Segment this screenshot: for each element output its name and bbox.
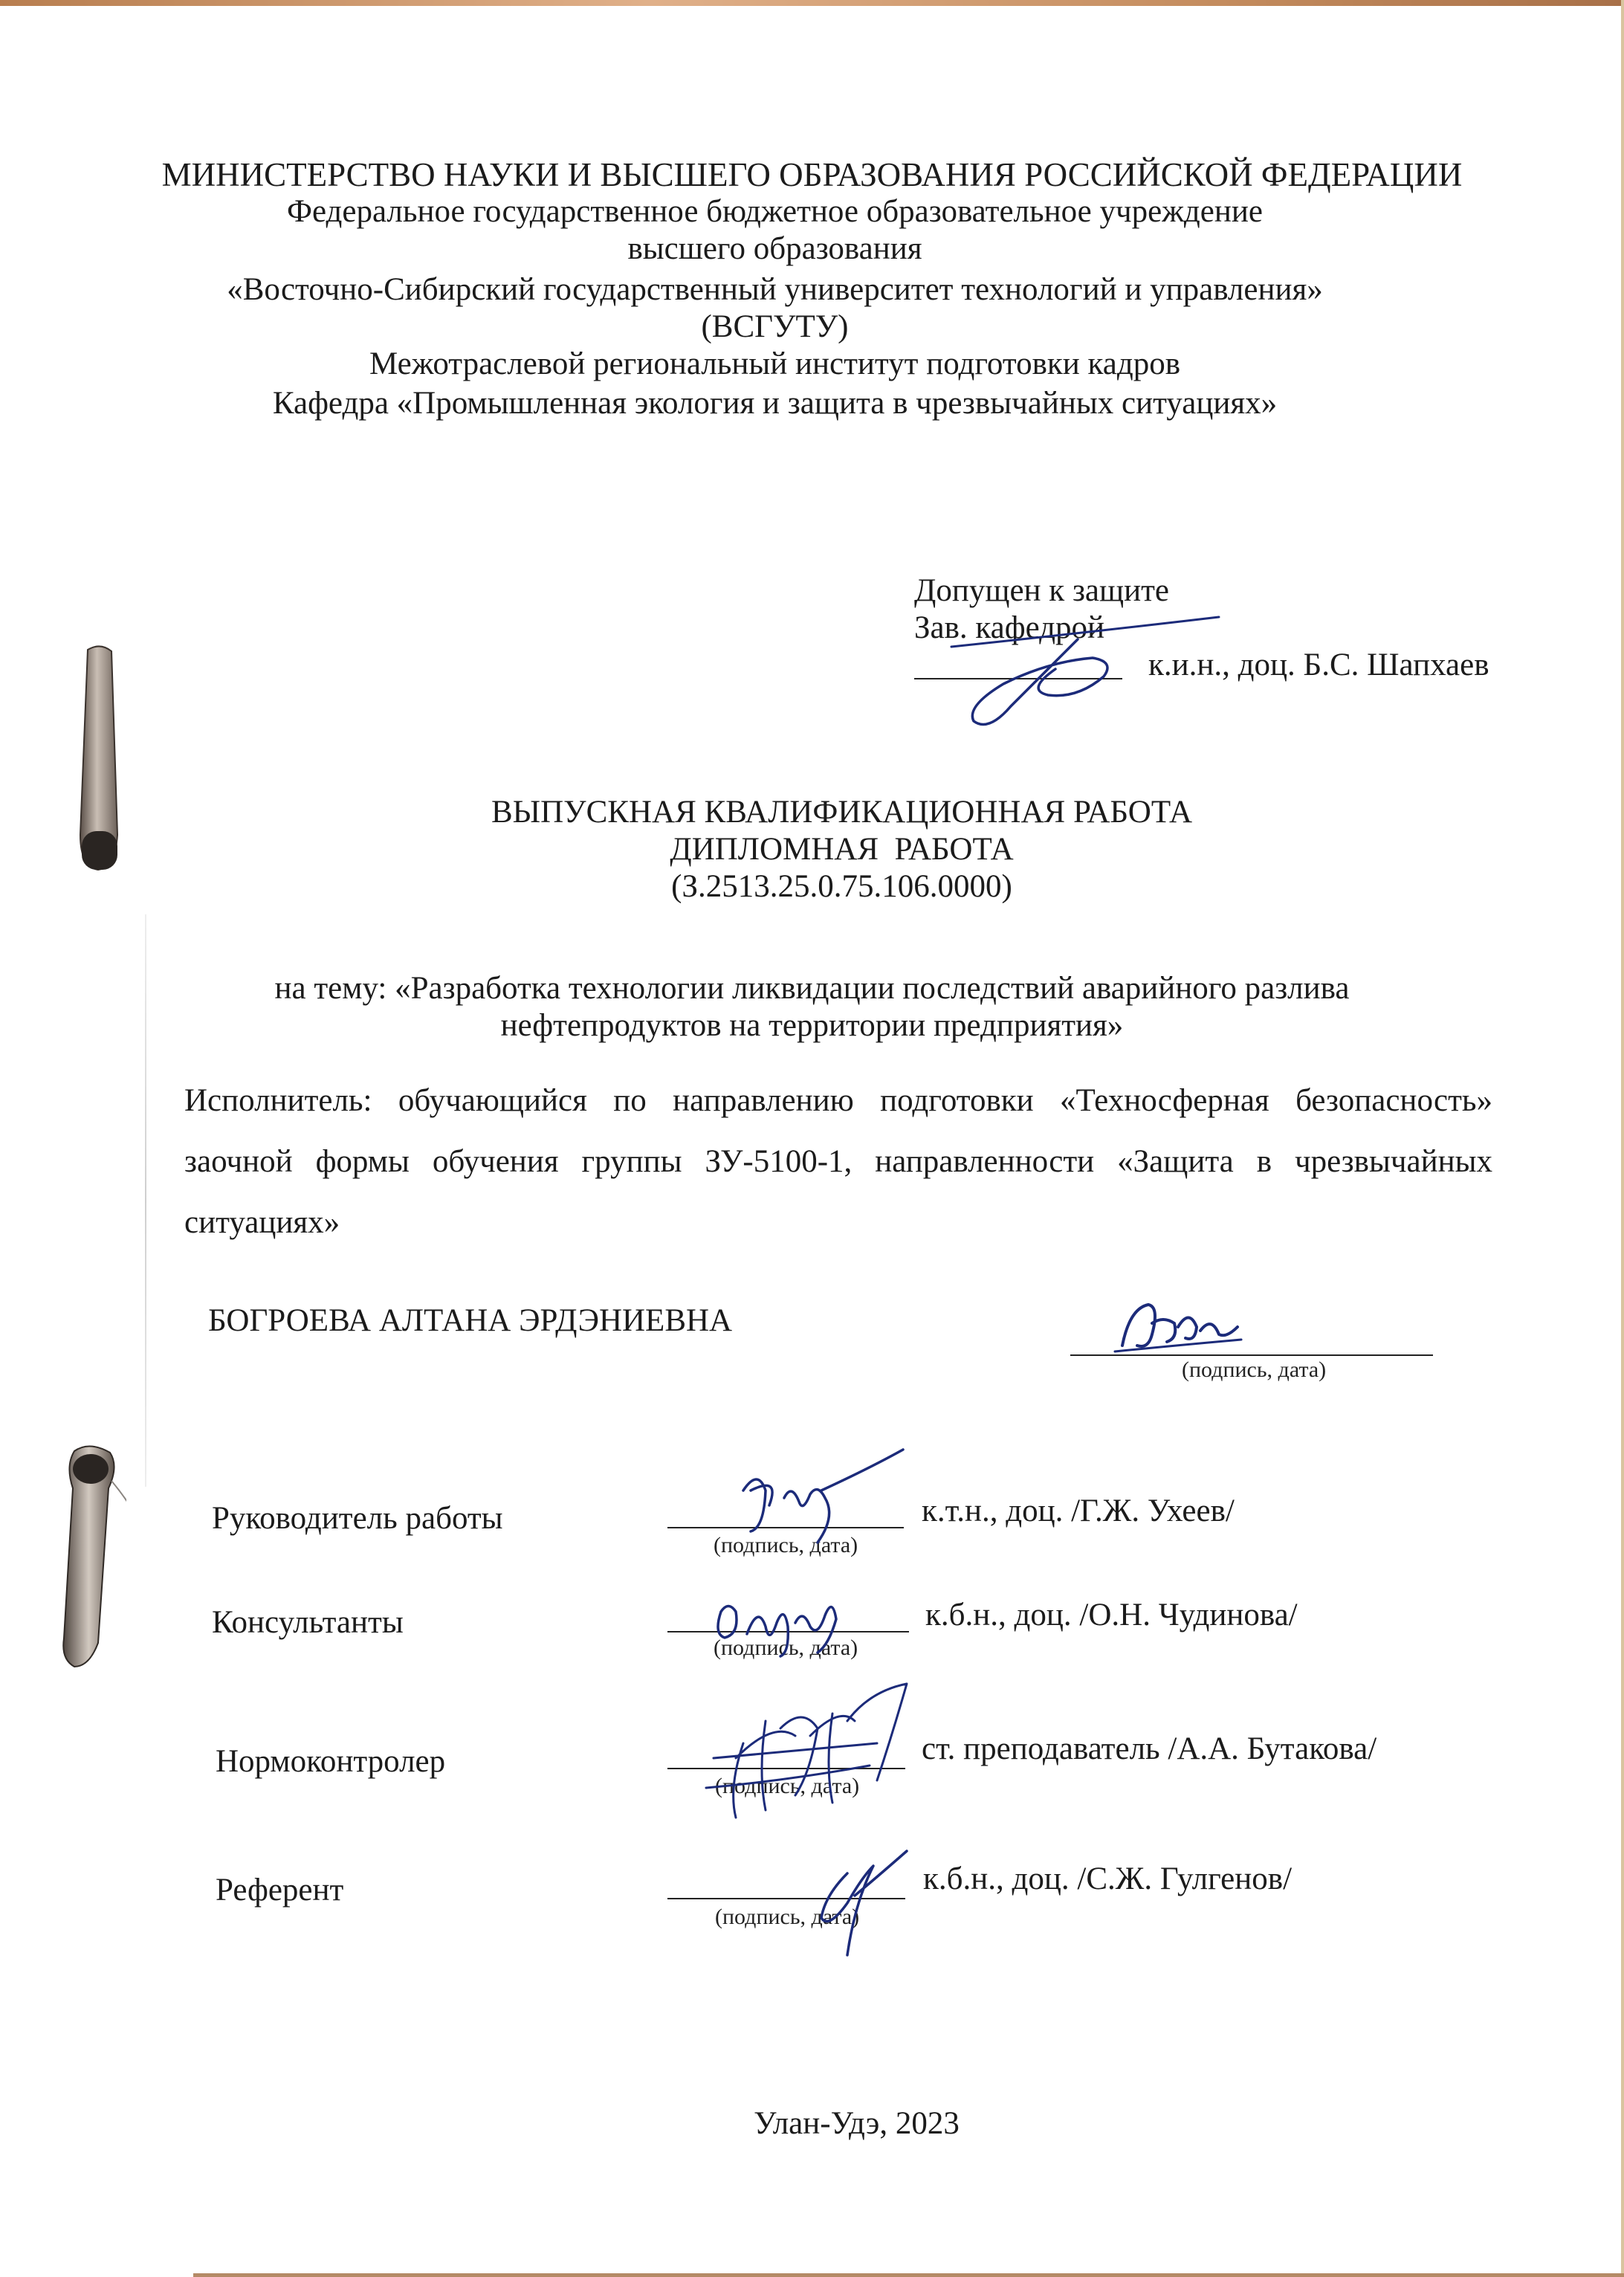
performer-description: Исполнитель: обучающийся по направлению подготовки «Техносферная безопасность» заочной формы обучения группы ЗУ-5100-1, направленности «Защита в чрезвычайных ситуациях» bbox=[184, 1083, 1492, 1240]
institution-type: Федеральное государственное бюджетное образовательное учреждение bbox=[287, 194, 1263, 229]
topic-line-1: на тему: «Разработка технологии ликвидации последствий аварийного разлива bbox=[274, 971, 1350, 1006]
page-edge-right bbox=[1621, 0, 1624, 2277]
education-level: высшего образования bbox=[627, 231, 922, 266]
institute-name: Межотраслевой региональный институт подготовки кадров bbox=[369, 346, 1181, 381]
normcontroller-role: Нормоконтролер bbox=[216, 1744, 446, 1779]
university-name: «Восточно-Сибирский государственный университет технологий и управления» bbox=[227, 272, 1323, 307]
referent-signature-caption: (подпись, дата) bbox=[715, 1905, 860, 1929]
supervisor-signature-caption: (подпись, дата) bbox=[714, 1533, 858, 1557]
head-signature-icon bbox=[944, 602, 1226, 736]
university-abbreviation: (ВСГУТУ) bbox=[701, 309, 849, 344]
page-edge-top bbox=[0, 0, 1624, 6]
binder-clip-bottom-icon bbox=[45, 1444, 126, 1674]
work-subtype: ДИПЛОМНАЯ РАБОТА bbox=[670, 832, 1014, 867]
normcontroller-signature-caption: (подпись, дата) bbox=[715, 1774, 860, 1798]
supervisor-person: к.т.н., доц. /Г.Ж. Ухеев/ bbox=[922, 1493, 1235, 1528]
admitted-label: Допущен к защите bbox=[914, 573, 1170, 608]
consultant-signature-icon bbox=[706, 1582, 884, 1664]
supervisor-signature-icon bbox=[699, 1446, 922, 1550]
city-year: Улан-Удэ, 2023 bbox=[754, 2106, 960, 2141]
consultant-signature-caption: (подпись, дата) bbox=[714, 1635, 858, 1660]
department-name: Кафедра «Промышленная экология и защита в чрезвычайных ситуациях» bbox=[272, 386, 1278, 421]
referent-signature-icon bbox=[803, 1836, 914, 1963]
normcontroller-person: ст. преподаватель /А.А. Бутакова/ bbox=[922, 1731, 1377, 1766]
work-type: ВЫПУСКНАЯ КВАЛИФИКАЦИОННАЯ РАБОТА bbox=[491, 795, 1193, 830]
page-edge-bottom bbox=[193, 2273, 1624, 2277]
ministry-title: МИНИСТЕРСТВО НАУКИ И ВЫСШЕГО ОБРАЗОВАНИЯ РОССИЙСКОЙ ФЕДЕРАЦИИ bbox=[161, 156, 1463, 193]
referent-role: Референт bbox=[216, 1873, 344, 1908]
referent-person: к.б.н., доц. /С.Ж. Гулгенов/ bbox=[923, 1861, 1293, 1896]
work-code: (З.2513.25.0.75.106.0000) bbox=[671, 869, 1012, 904]
head-of-department-label: Зав. кафедрой bbox=[914, 610, 1105, 645]
performer-name: БОГРОЕВА АЛТАНА ЭРДЭНИЕВНА bbox=[208, 1303, 733, 1338]
consultant-person: к.б.н., доц. /О.Н. Чудинова/ bbox=[925, 1598, 1298, 1632]
head-name: к.и.н., доц. Б.С. Шапхаев bbox=[1148, 647, 1489, 682]
topic-line-2: нефтепродуктов на территории предприятия» bbox=[500, 1008, 1124, 1043]
performer-signature-icon bbox=[1107, 1293, 1249, 1360]
normcontroller-signature-icon bbox=[684, 1676, 922, 1825]
consultant-role: Консультанты bbox=[212, 1605, 404, 1640]
performer-signature-caption: (подпись, дата) bbox=[1182, 1357, 1327, 1382]
supervisor-role: Руководитель работы bbox=[212, 1501, 503, 1536]
